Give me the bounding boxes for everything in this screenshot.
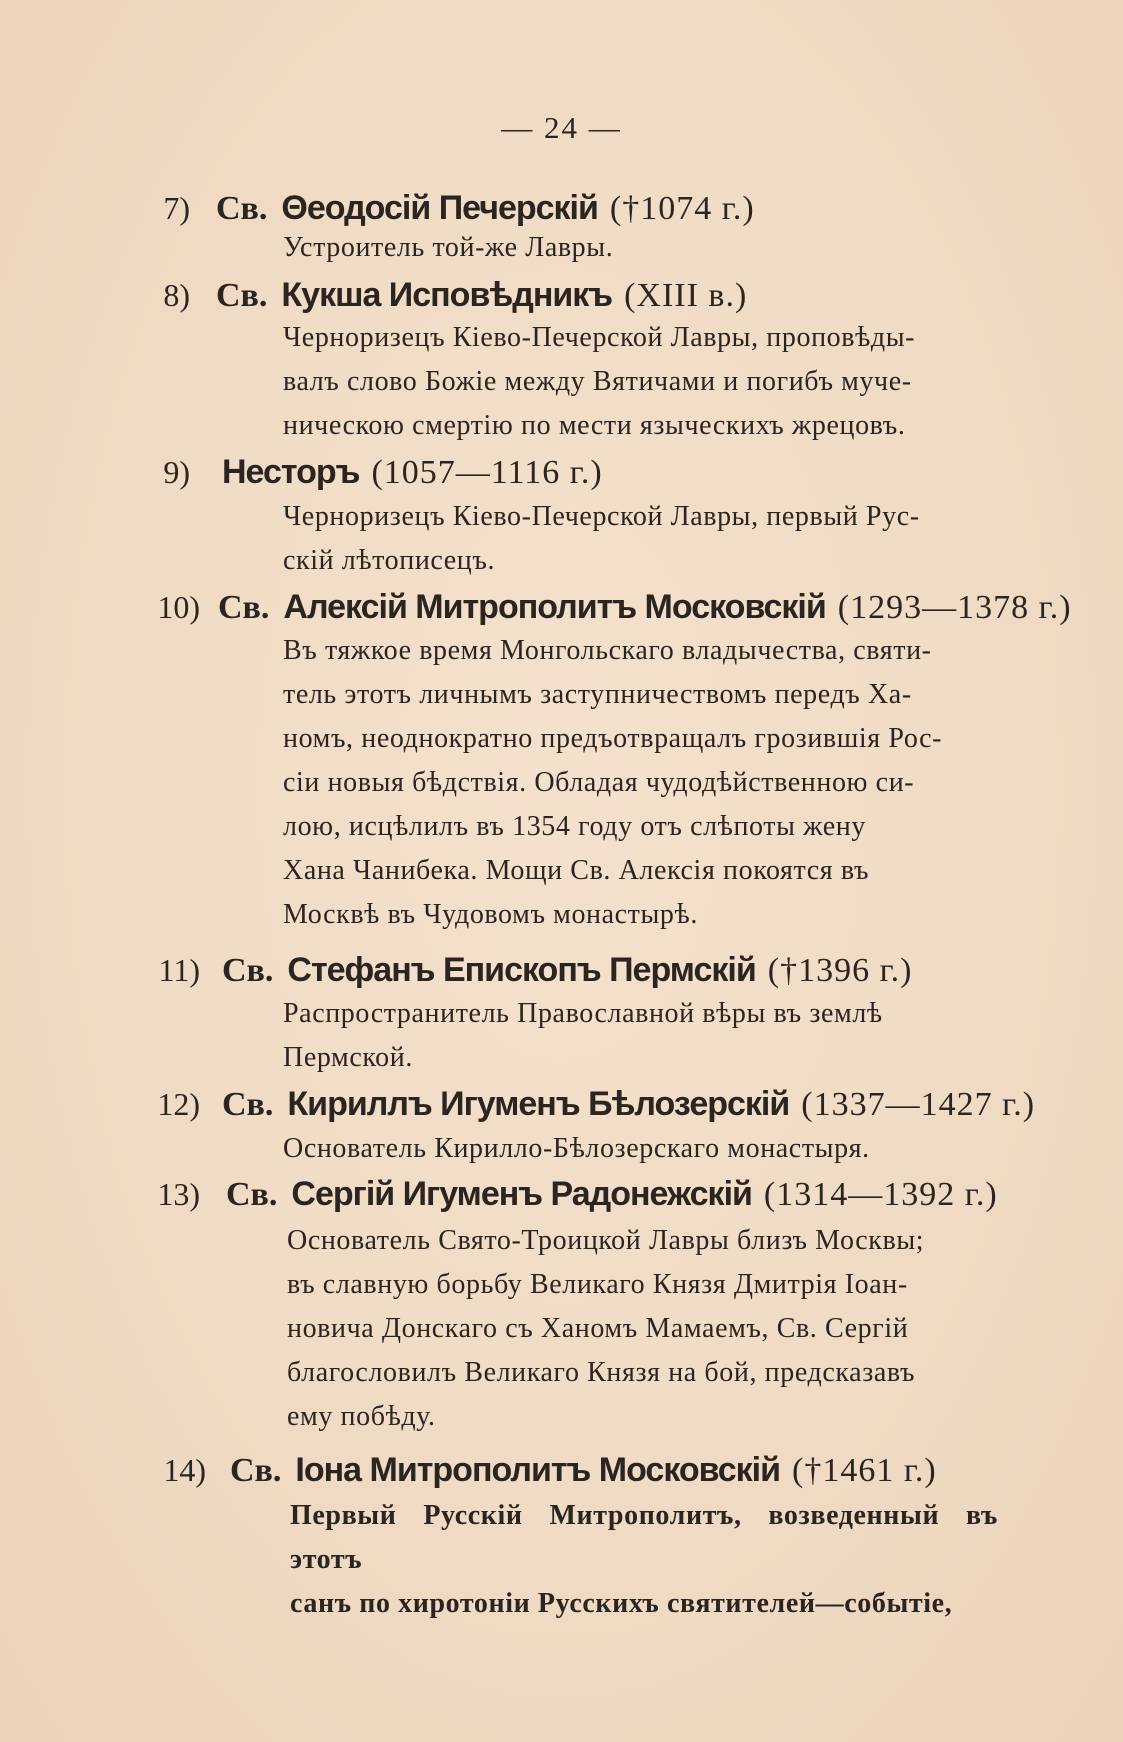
entry-name: Іона Митрополитъ Московскій [295,1451,780,1489]
entry-7-description [283,226,991,270]
entry-number: 9) [163,454,190,490]
entry-date: (1337—1427 г.) [801,1086,1036,1123]
desc-line: Основатель Свято-Троицкой Лавры близъ Москвы; [287,1225,925,1256]
entry-name: Θеодосій Печерскій [281,189,598,227]
entry-number: 13) [157,1176,200,1212]
desc-line: въ славную борьбу Великаго Князя Дмитрія Іоан- [287,1269,908,1300]
desc-line: благословилъ Великаго Князя на бой, предсказавъ [287,1357,916,1388]
entry-date: (†1396 г.) [767,952,913,989]
desc-line: Хана Чанибека. Мощи Св. Алексія покоятся въ [283,855,870,886]
desc-line: Основатель Кирилло-Бѣлозерскаго монастыря. [283,1133,870,1164]
entry-date: (†1074 г.) [609,190,755,227]
desc-line: ническою смертію по мести языческихъ жрецовъ. [283,410,906,441]
entry-name: Сергій Игуменъ Радонежскій [291,1175,752,1213]
desc-line: тель этотъ личнымъ заступничествомъ передъ Ха- [283,679,912,710]
entry-8-description [283,316,991,448]
desc-line: Устроитель той-же Лавры. [283,232,614,263]
entry-prefix: Св. [230,1452,282,1489]
entry-prefix: Св. [218,589,270,626]
desc-line: лою, исцѣлилъ въ 1354 году отъ слѣпоты жену [283,811,866,842]
entry-date: (†1461 г.) [792,1452,937,1489]
entry-number: 12) [157,1086,200,1122]
entry-prefix: Св. [222,952,274,989]
entry-name: Алексій Митрополитъ Московскій [283,588,826,626]
desc-line: номъ, неоднократно предъотвращалъ грозившія Рос- [283,723,943,754]
desc-line: скій лѣтописецъ. [283,545,496,576]
entry-number: 7) [163,190,190,226]
desc-line: Черноризецъ Кіево-Печерской Лавры, проповѣды- [283,322,916,353]
desc-line: Пермской. [283,1042,413,1073]
desc-line: Москвѣ въ Чудовомъ монастырѣ. [283,899,698,930]
desc-line: санъ по хиротоніи Русскихъ святителей—событіе, [290,1588,953,1619]
desc-line: Въ тяжкое время Монгольскаго владычества, святи- [283,635,932,666]
entry-name: Стефанъ Епископъ Пермскій [287,951,756,989]
entry-prefix: Св. [216,277,268,314]
entry-13-description [287,1219,995,1439]
entry-12-description [283,1127,991,1171]
entry-number: 11) [158,952,200,988]
entry-number: 14) [163,1452,206,1488]
entry-name: Кириллъ Игуменъ Бѣлозерскій [287,1085,790,1123]
entry-prefix: Св. [216,190,268,227]
entry-name: Несторъ [222,453,360,491]
entry-name: Кукша Исповѣдникъ [281,276,613,314]
desc-line: ему побѣду. [287,1401,436,1432]
desc-line: Черноризецъ Кіево-Печерской Лавры, первый Рус- [283,501,920,532]
desc-line: Первый Русскій Митрополитъ, возведенный въ этотъ [290,1500,998,1575]
entry-9-description [283,495,991,583]
entry-date: (1293—1378 г.) [837,589,1072,626]
entry-date: (1057—1116 г.) [371,454,603,491]
entry-14-description [290,1494,998,1626]
entry-10-description [283,629,991,937]
entry-number: 10) [157,589,200,625]
desc-line: сіи новыя бѣдствія. Обладая чудодѣйственною си- [283,767,915,798]
entry-prefix: Св. [222,1086,274,1123]
entry-number: 8) [163,277,190,313]
desc-line: Распространитель Православной вѣры въ землѣ [283,998,883,1029]
page-number: — 24 — [501,110,622,145]
entry-11-description [283,992,991,1080]
entry-date: (1314—1392 г.) [763,1176,998,1213]
entry-prefix: Св. [226,1176,278,1213]
desc-line: валъ слово Божіе между Вятичами и погибъ муче- [283,366,912,397]
desc-line: новича Донскаго съ Ханомъ Мамаемъ, Св. Сергій [287,1313,909,1344]
entry-date: (XIII в.) [624,277,748,314]
